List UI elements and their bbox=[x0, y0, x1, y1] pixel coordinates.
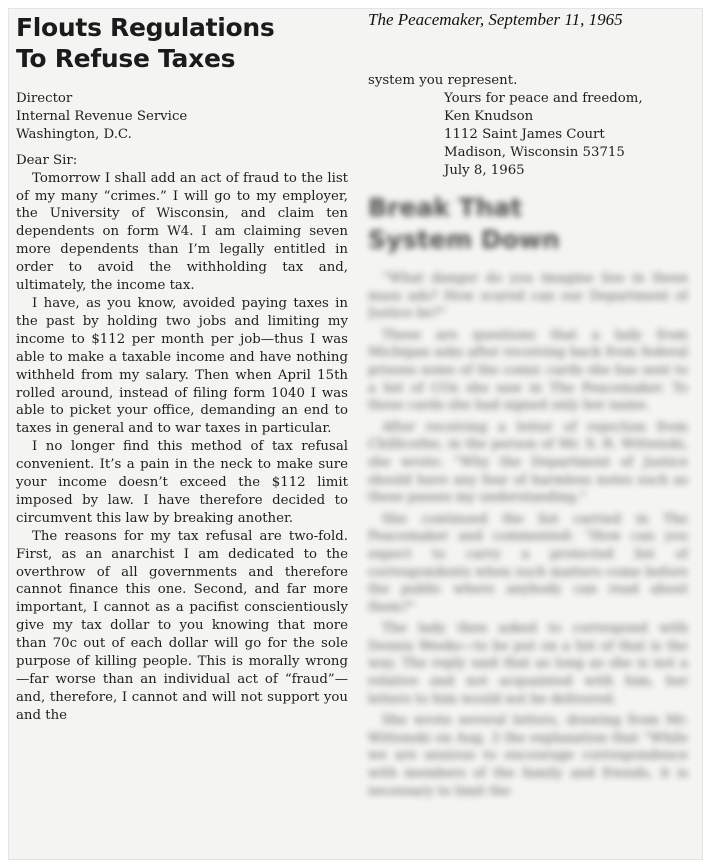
letter-paragraph: Tomorrow I shall add an act of fraud to the list of my many “crimes.” I will go to my employer, the University of Wisconsin, and claim ten dependents on form W4. I am claiming seven more dependents than I’m legally entitled in order to avoid the withholding tax and, ultimately, the income tax. bbox=[16, 170, 348, 294]
headline-line-1: Flouts Regulations bbox=[16, 13, 275, 42]
salutation: Dear Sir: bbox=[16, 152, 78, 168]
address-line: Internal Revenue Service bbox=[16, 108, 188, 124]
blurred-headline-line: Break That bbox=[368, 193, 523, 222]
signature-line: Ken Knudson bbox=[444, 108, 534, 124]
letter-column-right bbox=[368, 72, 688, 179]
source-caption: The Peacemaker, September 11, 1965 bbox=[368, 10, 623, 29]
signature-line: Yours for peace and freedom, bbox=[444, 90, 643, 106]
letter-paragraph: I have, as you know, avoided paying taxes in the past by holding two jobs and limiting my income to $112 per month per job—thus I was able to make a taxable income and have nothing withheld from my salary. Then when April 15th rolled around, instead of filing form 1040 I was able to picket your office, demanding an end to taxes in general and to war taxes in particular. bbox=[16, 295, 348, 437]
blurred-paragraph: The lady then asked to correspond with Dennis Weeks—to be put on a list of that is the way. The reply said that as long as she is not a relative and not acquainted with him, her letters to him would not be delivered. bbox=[368, 621, 688, 707]
recipient-address bbox=[16, 90, 348, 144]
blurred-paragraph: She wrote several letters, drawing from Mr. Wittenski on Aug. 3 the explanation that “While we are anxious to encourage correspondence with members of the family and friends, it is necessary to limit the bbox=[368, 713, 688, 799]
address-line: Director bbox=[16, 91, 73, 106]
blurred-paragraph: She continued the list carried in The Peacemaker and commented: “How can you expect to carry a protected list of correspondents when such matters come before the public where anybody can read about them?” bbox=[368, 511, 688, 615]
letter-continuation: system you represent. bbox=[368, 73, 518, 88]
blurred-paragraph: These are questions that a lady from Michigan asks after receiving back from federal prisons some of the comic cards she has sent to a list of COs she saw in The Peacemaker. To these cards she had signed only her name. bbox=[368, 327, 688, 414]
blurred-adjacent-article bbox=[368, 192, 688, 857]
blurred-article-body bbox=[368, 270, 688, 800]
blurred-article-headline bbox=[368, 192, 688, 256]
article-headline bbox=[16, 12, 346, 74]
letter-paragraph: The reasons for my tax refusal are two-fold. First, as an anarchist I am dedicated to the overthrow of all governments and therefore cannot finance this one. Second, and far more important, I cannot as a pacifist conscientiously give my tax dollar to you knowing that more than 70c out of each dollar will go for the sole purpose of killing people. This is morally wrong—far worse than an individual act of “fraud”—and, therefore, I cannot and will not support you and the bbox=[16, 528, 348, 723]
signature-line: 1112 Saint James Court bbox=[444, 126, 605, 142]
signature-block bbox=[444, 90, 688, 180]
letter-column-left bbox=[16, 90, 348, 725]
blurred-paragraph: “What danger do you imagine lies in these mass ads? How scared can our Department of Justice be?” bbox=[368, 271, 688, 322]
address-line: Washington, D.C. bbox=[16, 126, 132, 142]
signature-line: July 8, 1965 bbox=[444, 162, 525, 178]
headline-line-2: To Refuse Taxes bbox=[16, 44, 236, 73]
signature-line: Madison, Wisconsin 53715 bbox=[444, 144, 625, 160]
letter-paragraph: I no longer find this method of tax refusal convenient. It’s a pain in the neck to make sure your income doesn’t exceed the $112 limit imposed by law. I have therefore decided to circumvent this law by breaking another. bbox=[16, 439, 348, 526]
blurred-headline-line: System Down bbox=[368, 225, 560, 254]
blurred-paragraph: After receiving a letter of rejection from Chillicothe, in the person of Mr. S. R. Wittenski, she wrote: “Why the Department of Justice should have any fear of harmless notes such as these passes my understanding.” bbox=[368, 419, 688, 506]
